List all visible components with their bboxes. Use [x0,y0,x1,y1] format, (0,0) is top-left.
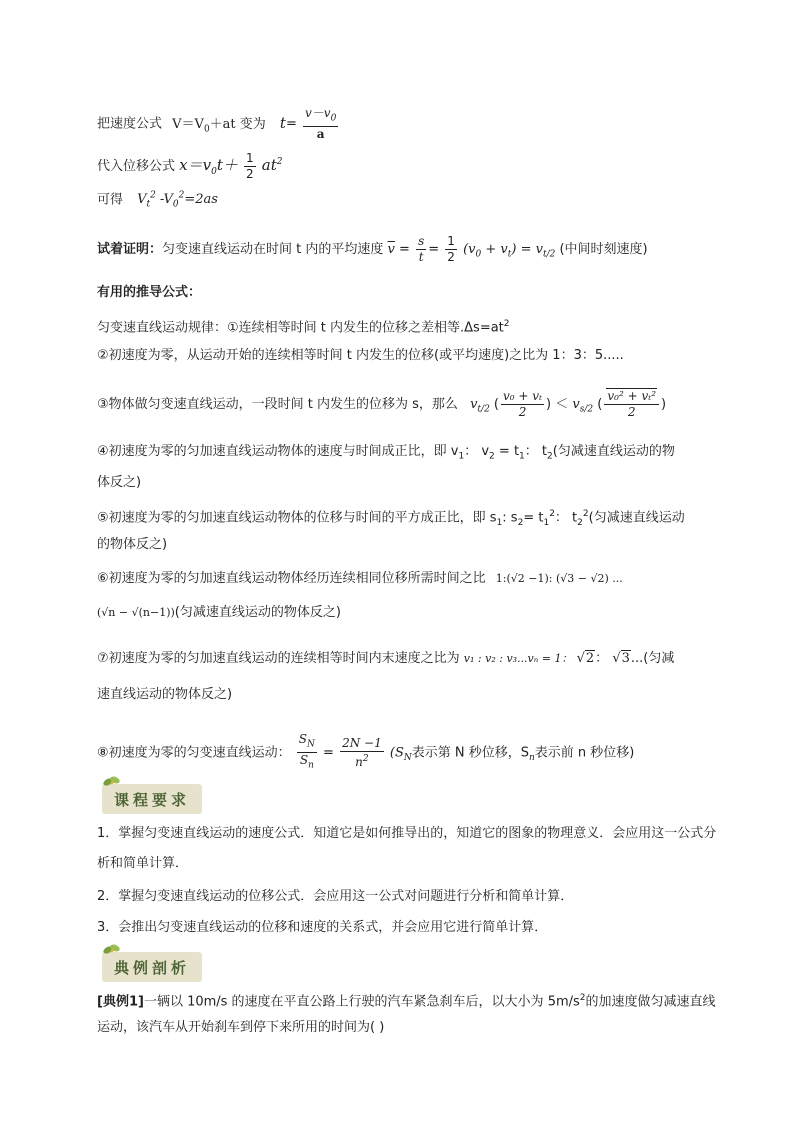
example-1: [典例1]一辆以 10m/s 的速度在平直公路上行驶的汽车紧急刹车后，以大小为 $5m/s^2$的加速度做匀减速直线运动，该汽车从开始刹车到停下来所用的时间为( ) [97,993,716,1036]
useful-title: 有用的推导公式： [97,285,202,300]
example-text: 一辆以 10m/s 的速度在平直公路上行驶的汽车紧急刹车后，以大小为 5m/s [143,994,580,1010]
rule-7: ⑦初速度为零的匀加速直线运动的连续相等时间内末速度之比为 v₁ : v₂ : v₃...vₙ = 1： √2： √3...(匀减 [97,651,675,666]
l1-formula: $V=V_0+at$ 变为 [172,116,266,135]
l3-prefix: 可得 [97,192,124,208]
leaf-icon [102,774,122,788]
rule-2: ②初速度为零，从运动开始的连续相等时间 t 内发生的位移(或平均速度)之比为 1：3：5..... [97,348,624,363]
rule-1: 匀变速直线运动规律：①连续相等时间 t 内发生的位移之差相等$.\Delta s=at^2$ [97,319,510,336]
rule-3: ③物体做匀变速直线运动，一段时间 t 内发生的位移为 s，那么 $v_{t/2}$ ( $\frac{\text{v₀ + vₜ}}{2}$ ) ＜ $v_{s/2}$ ( $\frac{\text{v₀² + vₜ²}}{2}$ ) [97,389,667,419]
rule-6: ⑥初速度为零的匀加速直线运动物体经历连续相同位移所需时间之比 1:(√2 −1): (√3 − √2) ... [97,571,623,586]
example-text2: 的加速度做匀减速直线运动，该汽车从开始刹车到停下来所用的时间为( ) [97,994,716,1036]
example-label: [典例1] [97,994,144,1010]
result-formula-line [97,187,218,214]
requirement-2: 2．掌握匀变速直线运动的位移公式．会应用这一公式对问题进行分析和简单计算． [97,889,574,904]
banner-title: 典例剖析 [114,959,191,977]
proof-paren: $(v_0 + v_t)$ [463,242,517,260]
proof-text: 匀变速直线运动在时间 t 内的平均速度 [162,242,384,257]
l3-formula: $V_t^2$ $-V_0^2=2as$ [137,191,218,210]
banner-title: 课程要求 [114,791,191,809]
displacement-formula-line [97,151,283,182]
l1-fraction: $\frac{v-v_0}{a}$ [305,106,337,142]
rule-5: ⑤初速度为零的匀加速直线运动物体的位移与时间的平方成正比，即 $s_1$: $s_2= t_1^2$： $t_2^2$(匀减速直线运动 [97,509,685,528]
proof-eq1: = [399,242,410,257]
proof-line: 试着证明：匀变速直线运动在时间 t 内的平均速度 $\overline{v}$ = $\frac{s}{t}$ = $\frac{1}{2}$ $(v_0 + v_t) = v_{t/2}$ (中间时刻速度) [97,234,648,264]
rule-8: ⑧初速度为零的匀变速直线运动： $\frac{S_N}{S_n}$ = $\frac{2N -1}{n^2}$ ($S_N$表示第 N 秒位移，$S_n$表示前 n 秒位移) [97,732,635,771]
rule-4-cont: 体反之) [97,475,142,490]
proof-suffix: (中间时刻速度) [559,242,648,257]
requirement-1: 1．掌握匀变速直线运动的速度公式．知道它是如何推导出的，知道它的图象的物理意义．会应用这一公式分析和简单计算． [97,826,717,871]
rule-6-cont: (√n − √(n−1))(匀减速直线运动的物体反之) [97,605,341,620]
velocity-formula-line [97,106,340,142]
proof-s-over-t: $\frac{s}{t}$ [418,234,425,264]
proof-half: $\frac{1}{2}$ [447,234,455,264]
proof-vbar: $\overline{v}$ [387,242,395,257]
l1-t: t [279,113,286,132]
l1-eq: = [285,116,297,132]
rule-5-cont: 的物体反之) [97,537,168,552]
l2-at2: $at^2$ [261,156,283,174]
rule-4: ④初速度为零的匀加速直线运动物体的速度与时间成正比，即 $v_1$： $v_2 = t_1$： $t_2$(匀减速直线运动的物 [97,444,675,462]
proof-vmid: = $v_{t/2}$ [520,242,556,260]
l1-prefix: 把速度公式 [97,116,163,132]
course-requirements-banner [102,784,202,814]
l2-half: $\frac{1}{2}$ [246,151,254,181]
requirement-3: 3．会推出匀变速直线运动的位移和速度的关系式，并会应用它进行简单计算． [97,920,548,935]
leaf-icon [102,942,122,956]
rule-7-cont: 速直线运动的物体反之) [97,687,233,702]
example-analysis-banner [102,952,202,982]
l2-formula: $x=v_0t+$ [179,156,238,177]
l2-prefix: 代入位移公式 [97,159,176,174]
proof-label: 试着证明： [97,242,163,257]
